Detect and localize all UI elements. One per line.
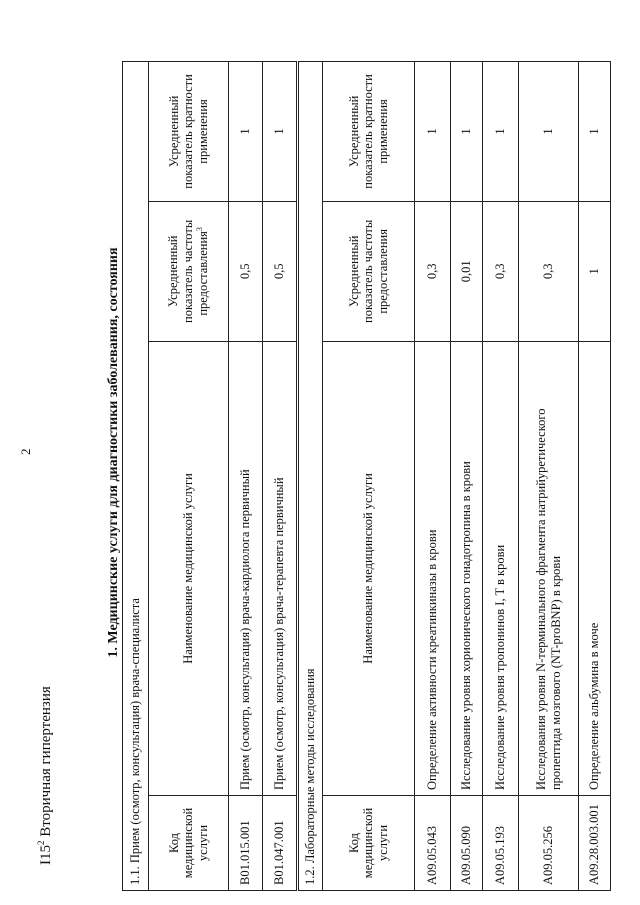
service-code: A09.05.043 xyxy=(415,796,451,891)
service-code: A09.05.193 xyxy=(483,796,519,891)
laboratory-methods-table xyxy=(298,61,611,891)
multiplicity-value: 1 xyxy=(519,62,579,202)
service-code: B01.047.001 xyxy=(263,796,297,891)
service-name: Определение активности креатинкиназы в крови xyxy=(415,341,451,795)
service-code: A09.28.003.001 xyxy=(579,796,611,891)
header-code: Код медицинской услуги xyxy=(149,796,229,891)
table-row xyxy=(579,62,611,891)
table-row xyxy=(229,62,263,891)
frequency-value: 0,3 xyxy=(519,201,579,341)
table-row xyxy=(415,62,451,891)
table-row xyxy=(451,62,483,891)
service-name: Прием (осмотр, консультация) врача-кардиолога первичный xyxy=(229,341,263,795)
specialist-consultation-table xyxy=(122,61,297,891)
frequency-value: 1 xyxy=(579,201,611,341)
frequency-value: 0,01 xyxy=(451,201,483,341)
multiplicity-value: 1 xyxy=(451,62,483,202)
document-title xyxy=(36,686,55,865)
service-name: Исследование уровня тропонинов I, T в крови xyxy=(483,341,519,795)
service-name: Определение альбумина в моче xyxy=(579,341,611,795)
footnote-marker: 3 xyxy=(195,227,205,232)
section-title: 1. Медицинские услуги для диагностики заболевания, состояния xyxy=(106,247,121,658)
multiplicity-value: 1 xyxy=(483,62,519,202)
header-code: Код медицинской услуги xyxy=(323,796,415,891)
disease-code: I15 xyxy=(38,845,54,865)
multiplicity-value: 1 xyxy=(229,62,263,202)
service-code: A09.05.256 xyxy=(519,796,579,891)
table-caption-row xyxy=(123,62,149,891)
header-frequency-text: Усредненный показатель частоты предоставления xyxy=(166,219,211,323)
service-name: Исследования уровня N-терминального фрагмента натрийуретического пропептида мозгового (NT-proBNP) в крови xyxy=(519,341,579,795)
table-header-row xyxy=(323,62,415,891)
disease-code-superscript: 2 xyxy=(36,840,46,845)
table-header-row xyxy=(149,62,229,891)
frequency-value: 0,5 xyxy=(263,201,297,341)
multiplicity-value: 1 xyxy=(263,62,297,202)
header-multiplicity: Усредненный показатель кратности применения xyxy=(323,62,415,202)
frequency-value: 0,5 xyxy=(229,201,263,341)
table-row xyxy=(263,62,297,891)
multiplicity-value: 1 xyxy=(415,62,451,202)
table-caption-row xyxy=(299,62,323,891)
disease-name: Вторичная гипертензия xyxy=(38,686,54,837)
service-name: Исследование уровня хорионического гонадотропина в крови xyxy=(451,341,483,795)
table-row xyxy=(519,62,579,891)
service-code: A09.05.090 xyxy=(451,796,483,891)
header-name: Наименование медицинской услуги xyxy=(149,341,229,795)
header-frequency: Усредненный показатель частоты предоставления xyxy=(323,201,415,341)
multiplicity-value: 1 xyxy=(579,62,611,202)
header-name: Наименование медицинской услуги xyxy=(323,341,415,795)
frequency-value: 0,3 xyxy=(415,201,451,341)
frequency-value: 0,3 xyxy=(483,201,519,341)
header-frequency xyxy=(149,201,229,341)
table-caption: 1.2. Лабораторные методы исследования xyxy=(299,62,323,891)
table-caption: 1.1. Прием (осмотр, консультация) врача-специалиста xyxy=(123,62,149,891)
page-number: 2 xyxy=(18,448,33,455)
service-code: B01.015.001 xyxy=(229,796,263,891)
header-multiplicity: Усредненный показатель кратности применения xyxy=(149,62,229,202)
table-row xyxy=(483,62,519,891)
service-name: Прием (осмотр, консультация) врача-терапевта первичный xyxy=(263,341,297,795)
